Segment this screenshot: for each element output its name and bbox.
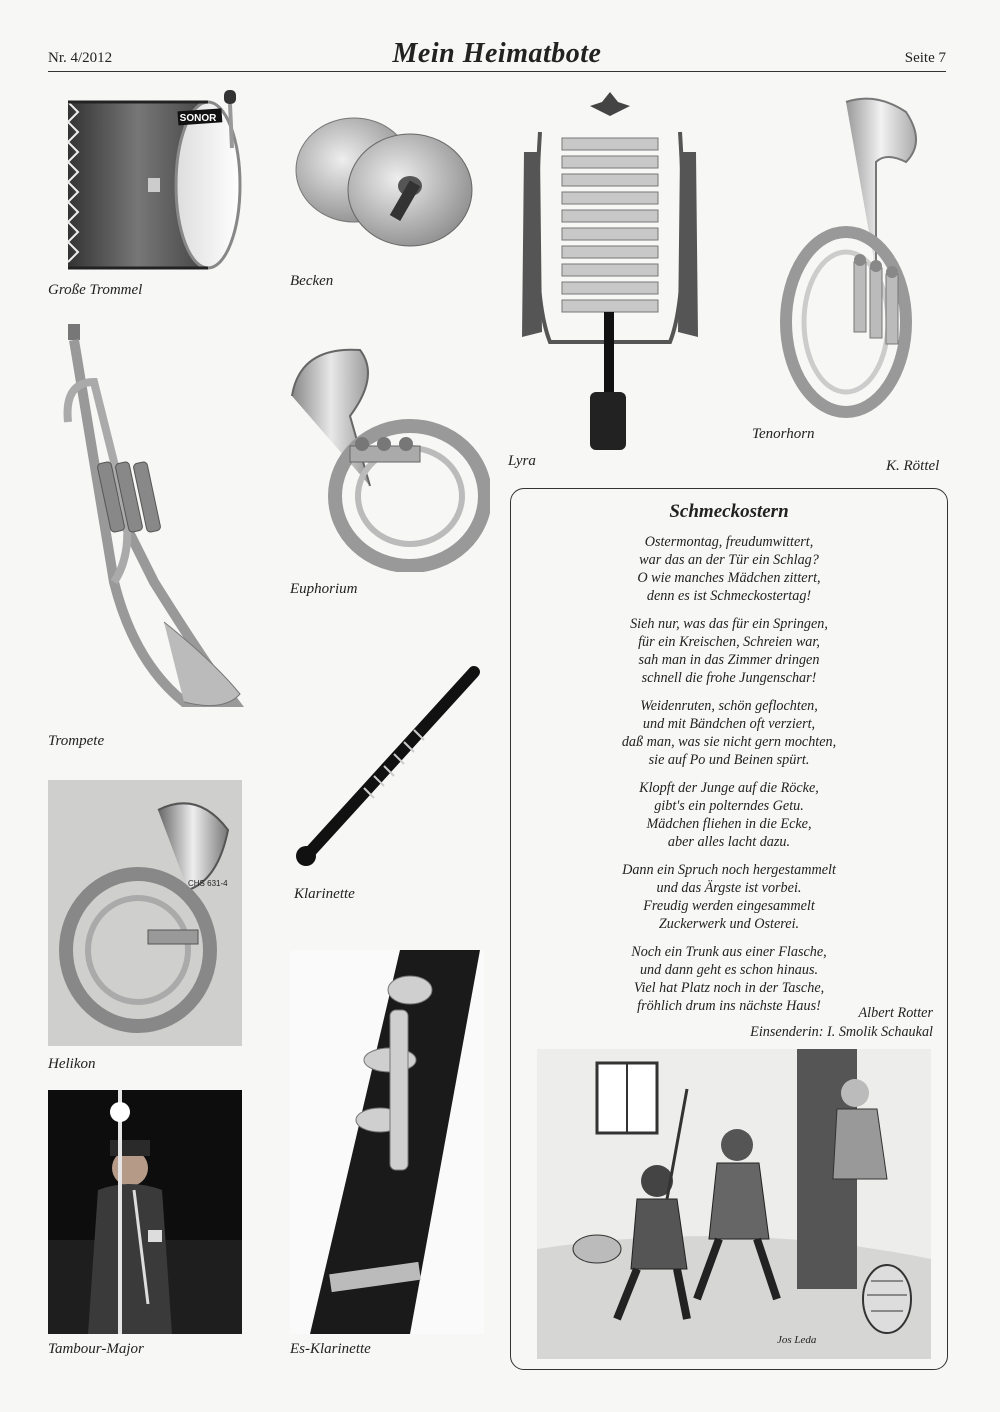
poem-line: Sieh nur, was das für ein Springen, bbox=[630, 616, 828, 632]
poem-line: Ostermontag, freudumwittert, bbox=[644, 534, 814, 550]
poem-line: gibt's ein polterndes Getu. bbox=[654, 798, 804, 814]
page-number: Seite 7 bbox=[904, 50, 946, 66]
tambour-major-photo bbox=[48, 1090, 242, 1334]
poem-line: Noch ein Trunk aus einer Flasche, bbox=[631, 944, 827, 960]
helikon-photo bbox=[48, 780, 242, 1046]
poem-line: war das an der Tür ein Schlag? bbox=[639, 552, 819, 568]
poem-stanza-5 bbox=[511, 861, 947, 933]
lyra-image bbox=[510, 92, 710, 456]
poem-line: schnell die frohe Jungenschar! bbox=[641, 670, 817, 686]
poem-line: fröhlich drum ins nächste Haus! bbox=[637, 998, 821, 1014]
bass-drum-image bbox=[58, 88, 258, 278]
poem-line: O wie manches Mädchen zittert, bbox=[637, 570, 821, 586]
poem-author: Albert Rotter bbox=[858, 1005, 933, 1021]
poem-line: Mädchen fliehen in die Ecke, bbox=[646, 816, 812, 832]
euphonium-image bbox=[290, 346, 490, 572]
poem-line: sie auf Po und Beinen spürt. bbox=[648, 752, 810, 768]
caption-tenorhorn: Tenorhorn bbox=[752, 426, 815, 442]
poem-line: Dann ein Spruch noch hergestammelt bbox=[622, 862, 836, 878]
caption-helikon: Helikon bbox=[48, 1056, 96, 1072]
caption-trompete: Trompete bbox=[48, 733, 105, 749]
poem-line: Freudig werden eingesammelt bbox=[643, 898, 815, 914]
poem-line: daß man, was sie nicht gern mochten, bbox=[621, 734, 837, 750]
poem-box bbox=[510, 488, 948, 1370]
caption-euphorium: Euphorium bbox=[290, 581, 358, 597]
caption-tambour-major: Tambour-Major bbox=[48, 1341, 144, 1357]
poem-stanzas bbox=[511, 533, 947, 1025]
poem-title: Schmeckostern bbox=[669, 501, 789, 522]
caption-es-klarinette: Es-Klarinette bbox=[290, 1341, 371, 1357]
caption-becken: Becken bbox=[290, 273, 334, 289]
poem-line: für ein Kreischen, Schreien war, bbox=[638, 634, 820, 650]
poem-line: Weidenruten, schön geflochten, bbox=[640, 698, 818, 714]
poem-stanza-2 bbox=[511, 615, 947, 687]
poem-line: Klopft der Junge auf die Röcke, bbox=[639, 780, 819, 796]
illustration-signature: Jos Leda bbox=[777, 1334, 817, 1346]
photo-credit: K. Röttel bbox=[886, 458, 940, 474]
helikon-model-label: CHS 631-4 bbox=[188, 879, 228, 888]
header-rule bbox=[48, 71, 946, 72]
caption-grosse-trommel: Große Trommel bbox=[48, 282, 143, 298]
drum-brand: SONOR bbox=[179, 113, 217, 124]
poem-line: und mit Bändchen oft verziert, bbox=[642, 716, 816, 732]
easter-illustration bbox=[537, 1049, 931, 1359]
poem-line: Zuckerwerk und Osterei. bbox=[658, 916, 800, 932]
poem-stanza-4 bbox=[511, 779, 947, 851]
page-header bbox=[48, 38, 946, 70]
es-clarinet-photo bbox=[290, 950, 484, 1334]
poem-line: aber alles lacht dazu. bbox=[667, 834, 791, 850]
tenorhorn-image bbox=[776, 92, 936, 422]
poem-line: sah man in das Zimmer dringen bbox=[638, 652, 820, 668]
poem-sender: Einsenderin: I. Smolik Schaukal bbox=[750, 1024, 933, 1040]
poem-line: Viel hat Platz noch in der Tasche, bbox=[633, 980, 825, 996]
newspaper-title: Mein Heimatbote bbox=[392, 38, 602, 69]
poem-line: und das Ärgste ist vorbei. bbox=[656, 880, 802, 896]
poem-line: denn es ist Schmeckostertag! bbox=[646, 588, 812, 604]
caption-lyra: Lyra bbox=[508, 453, 536, 469]
poem-stanza-1 bbox=[511, 533, 947, 605]
caption-klarinette: Klarinette bbox=[294, 886, 355, 902]
issue-number: Nr. 4/2012 bbox=[48, 50, 113, 66]
clarinet-image bbox=[294, 666, 484, 866]
poem-stanza-3 bbox=[511, 697, 947, 769]
cymbals-image bbox=[292, 112, 482, 262]
trumpet-image bbox=[54, 322, 244, 720]
poem-line: und dann geht es schon hinaus. bbox=[639, 962, 819, 978]
